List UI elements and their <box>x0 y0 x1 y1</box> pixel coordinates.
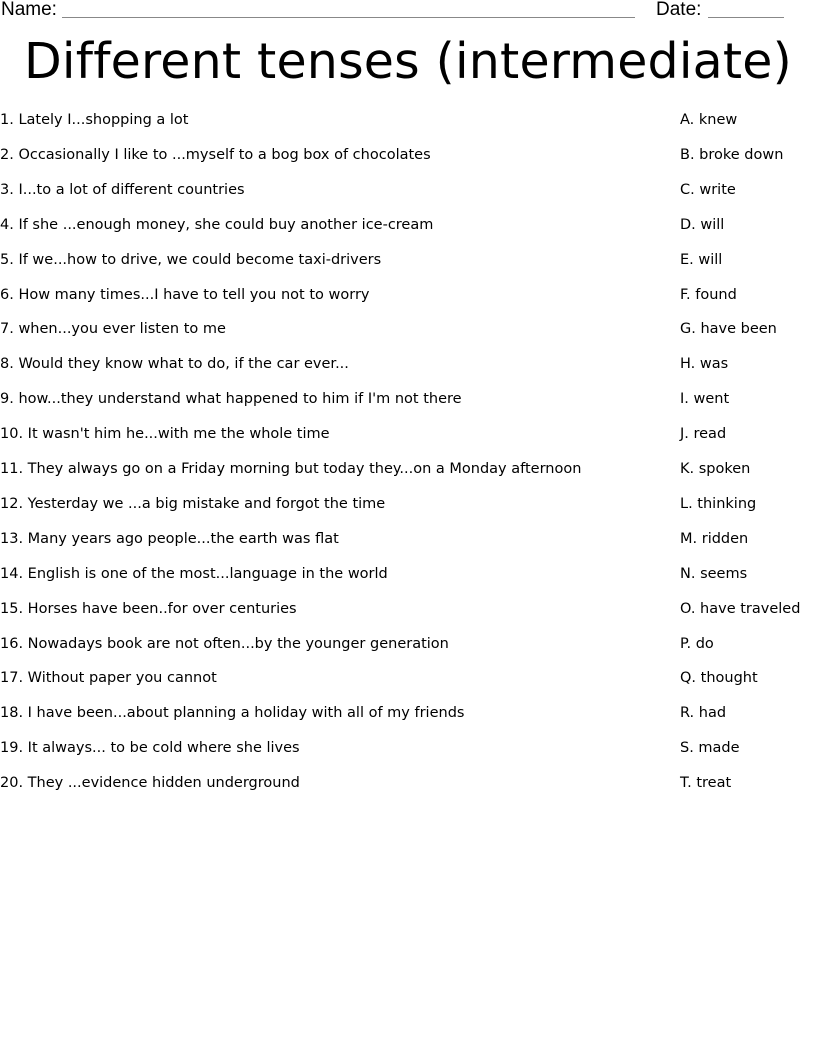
question-item: 17. Without paper you cannot <box>0 670 217 686</box>
date-field-line <box>708 17 784 18</box>
answer-option: E. will <box>680 252 723 268</box>
question-item: 10. It wasn't him he...with me the whole time <box>0 426 330 442</box>
answer-option: L. thinking <box>680 496 757 512</box>
name-label: Name: <box>1 0 57 20</box>
name-field-line <box>62 17 635 18</box>
answer-option: F. found <box>680 287 737 303</box>
question-item: 20. They ...evidence hidden underground <box>0 775 300 791</box>
question-item: 12. Yesterday we ...a big mistake and forgot the time <box>0 496 386 512</box>
answer-option: I. went <box>680 391 730 407</box>
answer-option: N. seems <box>680 566 748 582</box>
question-item: 7. when...you ever listen to me <box>0 321 226 337</box>
answer-option: S. made <box>680 740 740 756</box>
question-item: 19. It always... to be cold where she lives <box>0 740 300 756</box>
answer-option: Q. thought <box>680 670 758 686</box>
answer-option: B. broke down <box>680 147 784 163</box>
answer-option: D. will <box>680 217 725 233</box>
answer-option: C. write <box>680 182 736 198</box>
answer-option: G. have been <box>680 321 777 337</box>
question-item: 2. Occasionally I like to ...myself to a bog box of chocolates <box>0 147 431 163</box>
question-item: 16. Nowadays book are not often...by the younger generation <box>0 636 449 652</box>
question-item: 5. If we...how to drive, we could become taxi-drivers <box>0 252 382 268</box>
answer-option: J. read <box>680 426 727 442</box>
question-item: 11. They always go on a Friday morning but today they...on a Monday afternoon <box>0 461 582 477</box>
answer-option: M. ridden <box>680 531 749 547</box>
question-item: 1. Lately I...shopping a lot <box>0 112 189 128</box>
answer-option: H. was <box>680 356 729 372</box>
question-item: 15. Horses have been..for over centuries <box>0 601 297 617</box>
answer-option: A. knew <box>680 112 738 128</box>
answer-option: R. had <box>680 705 727 721</box>
question-item: 9. how...they understand what happened to him if I'm not there <box>0 391 462 407</box>
question-item: 4. If she ...enough money, she could buy another ice-cream <box>0 217 434 233</box>
question-item: 6. How many times...I have to tell you not to worry <box>0 287 370 303</box>
date-label: Date: <box>656 0 702 20</box>
answer-option: O. have traveled <box>680 601 801 617</box>
page-title: Different tenses (intermediate) <box>24 33 792 90</box>
question-item: 13. Many years ago people...the earth was flat <box>0 531 339 547</box>
worksheet-header <box>0 0 816 22</box>
answer-option: T. treat <box>680 775 732 791</box>
answer-option: K. spoken <box>680 461 751 477</box>
question-item: 18. I have been...about planning a holiday with all of my friends <box>0 705 465 721</box>
question-item: 14. English is one of the most...language in the world <box>0 566 388 582</box>
answer-option: P. do <box>680 636 714 652</box>
question-item: 3. I...to a lot of different countries <box>0 182 245 198</box>
question-item: 8. Would they know what to do, if the car ever... <box>0 356 349 372</box>
